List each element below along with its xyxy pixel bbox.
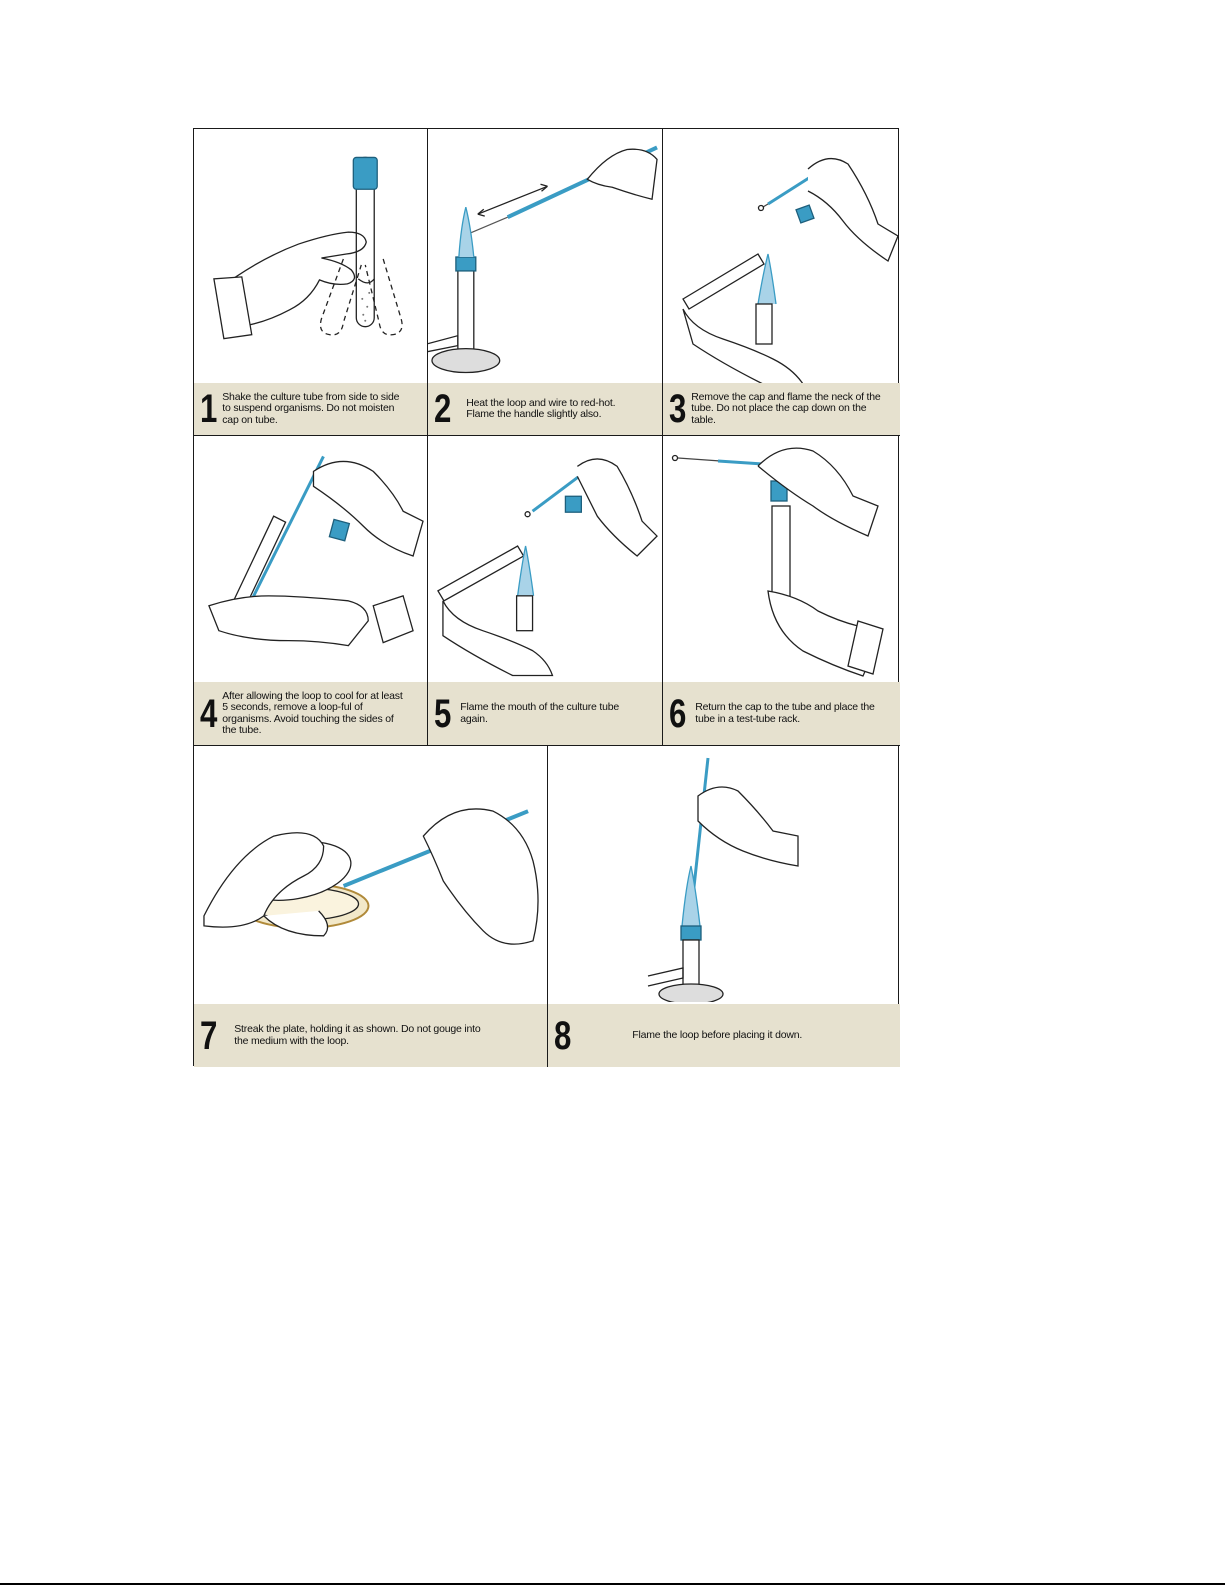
step-panel-1 <box>194 129 428 436</box>
step-6-illustration <box>663 436 900 683</box>
step-panel-2 <box>428 129 663 436</box>
step-panel-8 <box>548 746 900 1067</box>
step-4-text: After allowing the loop to cool for at least 5 seconds, remove a loop-ful of organisms. Avoid touching the sides of the tube. <box>222 689 403 736</box>
step-4-illustration <box>194 436 427 683</box>
step-1-number: 1 <box>200 387 218 431</box>
step-panel-4 <box>194 436 428 746</box>
step-2-illustration <box>428 129 662 384</box>
step-4-number: 4 <box>200 691 218 736</box>
step-7-caption <box>194 1004 547 1067</box>
step-8-text: Flame the loop before placing it down. <box>632 1028 803 1041</box>
step-6-number: 6 <box>669 691 687 736</box>
step-2-text: Heat the loop and wire to red-hot. Flame the handle slightly also. <box>466 396 616 420</box>
step-8-illustration <box>548 746 900 1002</box>
step-1-caption <box>194 383 427 435</box>
step-3-number: 3 <box>669 387 687 431</box>
step-3-illustration <box>663 129 900 384</box>
step-panel-5 <box>428 436 663 746</box>
step-5-number: 5 <box>434 691 452 736</box>
step-4-caption <box>194 682 427 745</box>
step-5-illustration <box>428 436 662 683</box>
step-6-text: Return the cap to the tube and place the tube in a test-tube rack. <box>695 701 875 725</box>
step-7-illustration <box>194 746 547 1002</box>
step-3-text: Remove the cap and flame the neck of the tube. Do not place the cap down on the table. <box>691 390 881 426</box>
aseptic-technique-figure <box>193 128 899 1066</box>
step-7-number: 7 <box>200 1013 218 1058</box>
step-5-text: Flame the mouth of the culture tube again. <box>460 701 620 725</box>
step-2-caption <box>428 383 662 435</box>
step-6-caption <box>663 682 900 745</box>
step-7-text: Streak the plate, holding it as shown. Do not gouge into the medium with the loop. <box>234 1023 481 1047</box>
step-3-caption <box>663 383 900 435</box>
step-8-caption <box>548 1004 900 1067</box>
step-panel-7 <box>194 746 548 1067</box>
step-2-number: 2 <box>434 387 452 431</box>
step-panel-3 <box>663 129 900 436</box>
step-5-caption <box>428 682 662 745</box>
step-8-number: 8 <box>554 1013 572 1058</box>
step-1-illustration <box>194 129 427 384</box>
step-panel-6 <box>663 436 900 746</box>
step-1-text: Shake the culture tube from side to side to suspend organisms. Do not moisten cap on tube. <box>222 390 400 426</box>
